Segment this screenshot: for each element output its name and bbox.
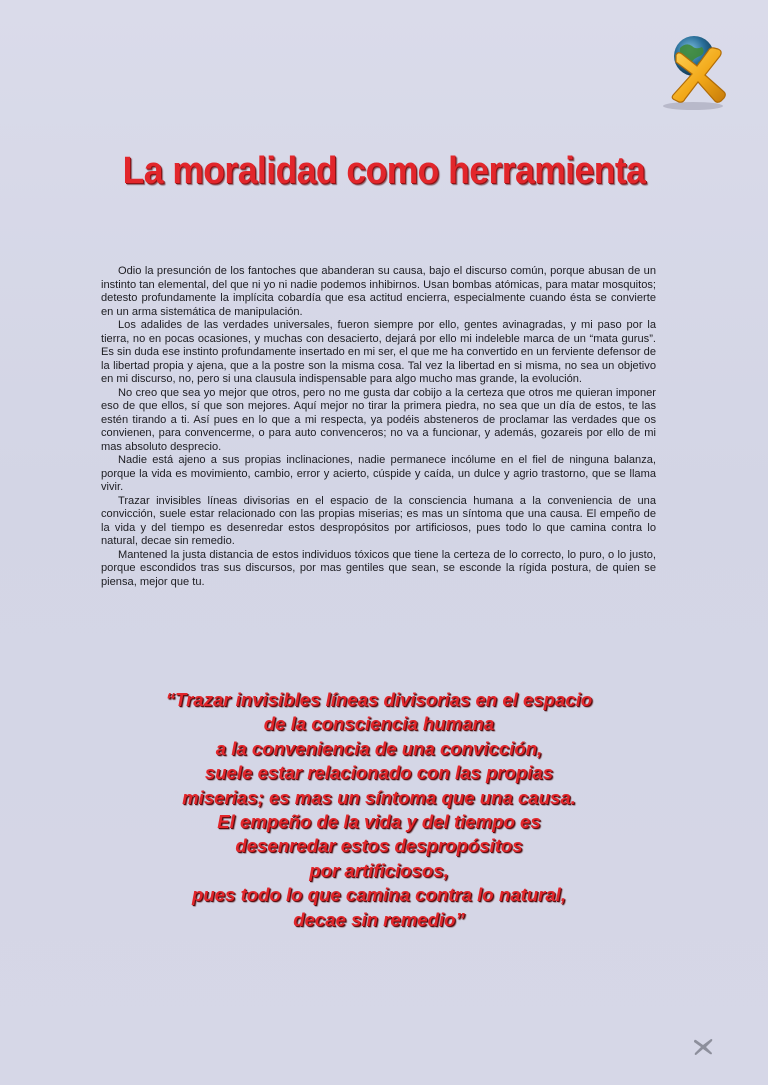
- pull-quote-line: a la conveniencia de una convicción,: [215, 737, 543, 759]
- body-paragraph: No creo que sea yo mejor que otros, pero no me gusta dar cobijo a la certeza que otros me quieran imponer eso de que ellos, sí que son mejores. Aquí mejor no tirar la primera piedra, no sea que un día de estos, te las estén tirando a ti. Así pues en lo que a mi respecta, ya podéis absteneros de proclamar las verdades que os convienen, para convencerme, o para auto convenceros; no va a funcionar, y además, gozareis por ello de mi mas absoluto desprecio.: [101, 386, 656, 453]
- pull-quote-line: miserias; es mas un síntoma que una causa.: [182, 786, 576, 808]
- pull-quote-line: por artificiosos,: [309, 859, 449, 881]
- pull-quote-line: de la consciencia humana: [263, 713, 495, 735]
- pull-quote-line: decae sin remedio”: [293, 908, 465, 930]
- body-paragraph: Mantened la justa distancia de estos individuos tóxicos que tiene la certeza de lo correcto, lo puro, o lo justo, porque escondidos tras sus discursos, por mas gentiles que sean, se esconde la rígida postura, de quien se piensa, mejor que tu.: [101, 548, 656, 588]
- globe-with-gold-x-icon: [648, 32, 734, 112]
- pull-quote-line: “Trazar invisibles líneas divisorias en el espacio: [165, 689, 593, 710]
- body-paragraph: Trazar invisibles líneas divisorias en el espacio de la consciencia humana a la conveniencia de una convicción, suele estar relacionado con las propias miserias; es mas un síntoma que una causa. El empeño de la vida y del tiempo es desenredar estos despropósitos por artificiosos, pues todo lo que camina contra lo natural, decae sin remedio.: [101, 494, 656, 547]
- x-mark-icon: [692, 1038, 714, 1056]
- pull-quote-line: El empeño de la vida y del tiempo es: [217, 811, 541, 833]
- pull-quote-line: desenredar estos despropósitos: [235, 835, 523, 857]
- body-paragraph: Nadie está ajeno a sus propias inclinaciones, nadie permanece incólume en el fiel de ninguna balanza, porque la vida es movimiento, cambio, error y acierto, cúspide y caída, un dulce y agrio trastorno, que se llama vivir.: [101, 454, 656, 493]
- body-paragraph: Los adalides de las verdades universales, fueron siempre por ello, gentes avinagradas, y mi paso por la tierra, no en pocas ocasiones, y muchas con desacierto, dejará por ello mi indeleble marca de un “mata gurus”. Es sin duda ese instinto profundamente insertado en mi ser, el que me ha convertido en un ferviente defensor de la libertad propia y ajena, que a la postre son la misma cosa. Tal vez la libertad en si misma, no sea un objetivo en mi discurso, no, pero si una clausula indispensable para algo mucho mas grande, la evolución.: [101, 319, 656, 385]
- article-title: La moralidad como herramienta: [122, 150, 646, 192]
- pull-quote: [104, 688, 654, 932]
- body-paragraph: Odio la presunción de los fantoches que abanderan su causa, bajo el discurso común, porque abusan de un instinto tan elemental, del que ni yo ni nadie podemos inhibirnos. Usan bombas atómicas, para matar mosquitos; detesto profundamente la implícita cobardía que esa actitud encierra, especialmente cuando ésta se convierte en un arma sistemática de manipulación.: [101, 265, 656, 318]
- pull-quote-line: suele estar relacionado con las propias: [204, 762, 554, 784]
- pull-quote-line: pues todo lo que camina contra lo natural,: [192, 884, 566, 906]
- article-body: [101, 265, 656, 589]
